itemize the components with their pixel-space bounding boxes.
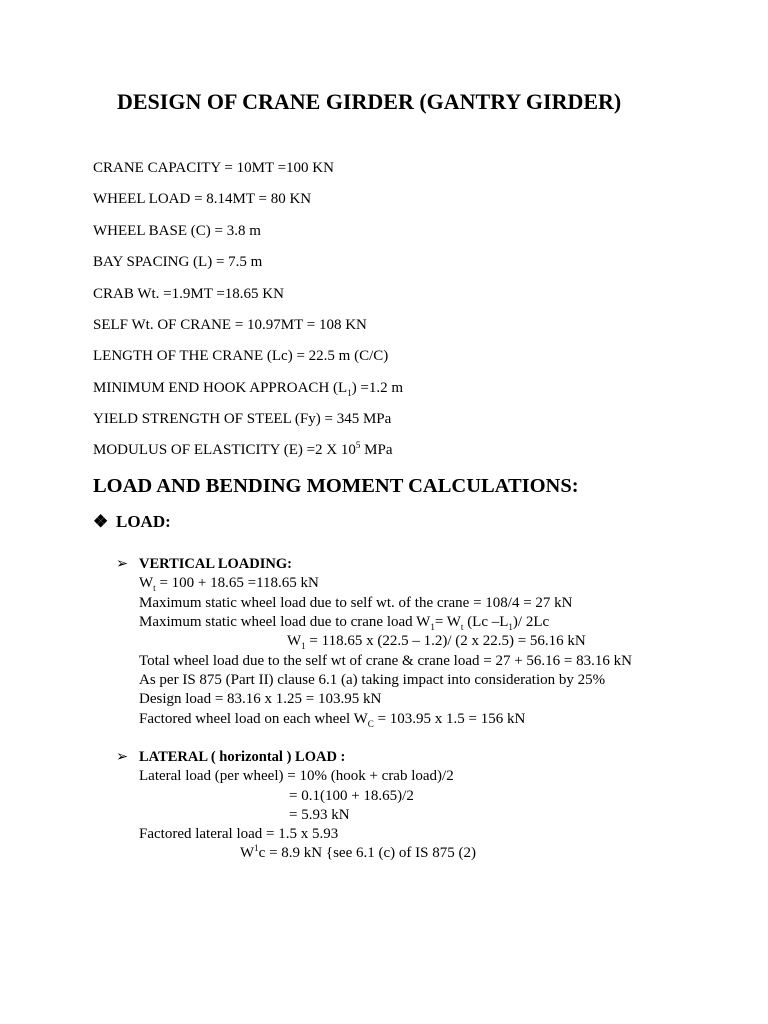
vertical-w1-calc: $W_1 = 118.65$ x (22.5 – 1.2)/ (2 x 22.5) = 56.16 kN — [287, 633, 586, 651]
vertical-total: Total wheel load due to the self wt of crane & crane load = 27 + 56.16 = 83.16 kN — [139, 653, 632, 669]
vertical-design: Design load = 83.16 x 1.25 = 103.95 kN — [139, 691, 382, 707]
arrow-bullet-icon: ➢ — [116, 556, 129, 572]
spec-modulus: MODULUS OF ELASTICITY (E) =2 X $10^5$ MPa — [93, 440, 393, 458]
lateral-line-4: Factored lateral load = 1.5 x 5.93 — [139, 826, 339, 842]
vertical-static-crane: Maximum static wheel load due to crane load $W_1= W_t$ (Lc $-L_1)/$ 2Lc — [139, 614, 550, 632]
vertical-impact: As per IS 875 (Part II) clause 6.1 (a) taking impact into consideration by 25% — [139, 672, 606, 688]
lateral-line-5: $W^1c = 8.9$ kN {see 6.1 (c) of IS 875 (2) — [240, 843, 476, 861]
spec-crane-length: LENGTH OF THE CRANE (Lc) = 22.5 m (C/C) — [93, 348, 389, 364]
vertical-static-self: Maximum static wheel load due to self wt. of the crane = 108/4 = 27 kN — [139, 595, 573, 611]
arrow-bullet-icon: ➢ — [116, 749, 129, 765]
diamond-bullet-icon: ❖ — [93, 512, 109, 531]
vertical-factored: Factored wheel load on each wheel $W_C = 103.95$ x 1.5 = 156 kN — [139, 711, 526, 729]
spec-wheel-base: WHEEL BASE (C) = 3.8 m — [93, 223, 261, 239]
load-heading: ❖ LOAD: — [93, 512, 171, 531]
spec-wheel-load: WHEEL LOAD = 8.14MT = 80 KN — [93, 191, 312, 207]
lateral-line-2: = 0.1(100 + 18.65)/2 — [289, 788, 414, 804]
lateral-line-3: = 5.93 kN — [289, 807, 350, 823]
lateral-loading-heading: ➢ LATERAL ( horizontal ) LOAD : — [116, 749, 346, 765]
spec-crane-capacity: CRANE CAPACITY = 10MT =100 KN — [93, 160, 334, 176]
spec-bay-spacing: BAY SPACING (L) = 7.5 m — [93, 254, 263, 270]
lateral-line-1: Lateral load (per wheel) = 10% (hook + crab load)/2 — [139, 768, 454, 784]
vertical-loading-heading: ➢ VERTICAL LOADING: — [116, 556, 292, 572]
section-heading: LOAD AND BENDING MOMENT CALCULATIONS: — [93, 475, 579, 497]
vertical-wt: $W_t = 100 + 18.65 =118.65$ kN — [139, 575, 319, 593]
page-title: DESIGN OF CRANE GIRDER (GANTRY GIRDER) — [117, 89, 622, 114]
spec-crab-weight: CRAB Wt. =1.9MT =18.65 KN — [93, 286, 284, 302]
spec-yield-strength: YIELD STRENGTH OF STEEL (Fy) = 345 MPa — [93, 411, 392, 427]
spec-hook-approach: MINIMUM END HOOK APPROACH $(L_1) =1.2$ m — [93, 380, 404, 398]
spec-self-weight: SELF Wt. OF CRANE = 10.97MT = 108 KN — [93, 317, 367, 333]
